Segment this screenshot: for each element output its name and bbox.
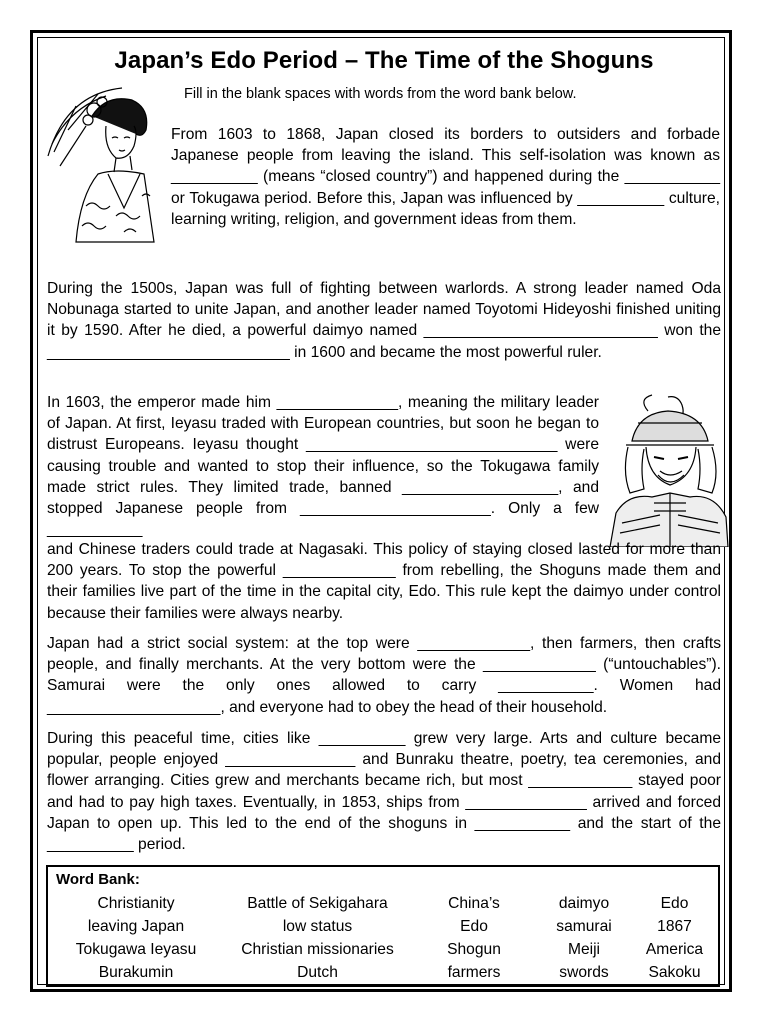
word-bank-word: 1867 (657, 917, 692, 935)
word-bank-word: daimyo (558, 894, 610, 912)
word-bank-word: swords (559, 963, 609, 981)
paragraph-warlords: During the 1500s, Japan was full of fighting between warlords. A strong leader named Oda Nobunaga started to unite Japan, and another leader named Toyotomi Hideyoshi finished uniting it by 1590. After he died, a powerful daimyo named ___________________________ won the ____________________________ in 1600 and became the most powerful ruler. (47, 280, 721, 361)
word-bank-word: Burakumin (98, 963, 174, 981)
word-bank-word: Edo (460, 917, 488, 935)
word-bank-row (48, 938, 718, 961)
word-bank-word: Sakoku (648, 963, 701, 981)
word-bank-word: Shogun (447, 940, 501, 958)
word-bank-word: farmers (447, 963, 501, 981)
paragraph-peaceful-time: During this peaceful time, cities like __________ grew very large. Arts and culture became popular, people enjoyed _______________ and Bunraku theatre, poetry, tea ceremonies, and flower arranging. Cities grew and merchants became rich, but most ____________ stayed poor and had to pay high taxes. Eventually, in 1853, ships from ______________ arrived and forced Japan to open up. This led to the end of the shoguns in ___________ and the start of the __________ period. (47, 730, 721, 854)
word-bank-grid (48, 892, 718, 984)
geisha-illustration (46, 86, 160, 244)
instructions: Fill in the blank spaces with words from the word bank below. (184, 86, 577, 102)
paragraph-shogun-part2: and Chinese traders could trade at Nagasaki. This policy of staying closed lasted for more than 200 years. To stop the powerful _____________ from rebelling, the Shoguns made them and their families live part of the time in the capital city, Edo. This rule kept the daimyo under control because their families were always nearby. (47, 541, 721, 622)
word-bank-word: China’s (448, 894, 500, 912)
word-bank-word: Dutch (297, 963, 338, 981)
word-bank-word: Battle of Sekigahara (247, 894, 388, 912)
word-bank-row (48, 915, 718, 938)
word-bank-word: Christianity (97, 894, 175, 912)
word-bank-word: Meiji (567, 940, 601, 958)
word-bank-word: Tokugawa Ieyasu (75, 940, 197, 958)
word-bank-row (48, 961, 718, 984)
word-bank-word: low status (282, 917, 353, 935)
paragraph-social-system: Japan had a strict social system: at the top were _____________, then farmers, then crafts people, and finally merchants. At the very bottom were the _____________ (“untouchables”). Samurai were the only ones allowed to carry ___________. Women had ____________________, and everyone had to obey the head of their household. (47, 635, 721, 716)
word-bank-word: samurai (556, 917, 612, 935)
word-bank (46, 865, 720, 987)
word-bank-word: America (645, 940, 704, 958)
paragraph-sakoku-intro: From 1603 to 1868, Japan closed its borders to outsiders and forbade Japanese people from leaving the island. This self-isolation was known as __________ (means “closed country”) and happened during the ___________ or Tokugawa period. Before this, Japan was influenced by __________ culture, learning writing, religion, and government ideas from them. (171, 126, 720, 228)
word-bank-word: leaving Japan (87, 917, 185, 935)
paragraph-shogun-part1: In 1603, the emperor made him ______________, meaning the military leader of Japan. At first, Ieyasu traded with European countries, but soon he began to distrust Europeans. Ieyasu thought _____________________________ were causing trouble and wanted to stop their influence, so the Tokugawa family made strict rules. They limited trade, banned __________________, and stopped Japanese people from ______________________. Only a few ___________ (47, 394, 599, 539)
word-bank-row (48, 892, 718, 915)
worksheet-title: Japan’s Edo Period – The Time of the Shoguns (114, 47, 654, 74)
word-bank-word: Christian missionaries (241, 940, 394, 958)
samurai-illustration (608, 393, 730, 547)
word-bank-word: Edo (660, 894, 689, 912)
word-bank-title: Word Bank: (56, 871, 140, 888)
